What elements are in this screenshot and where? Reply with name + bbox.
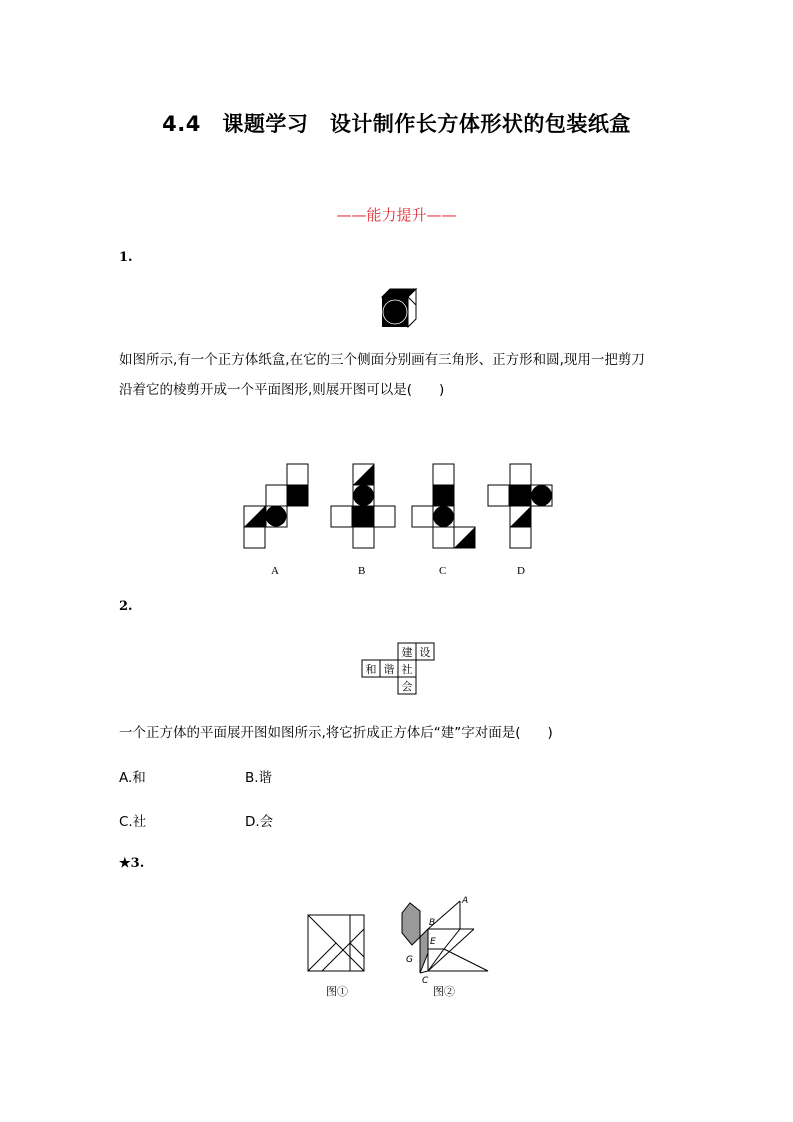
point-g-label: G (406, 955, 413, 965)
option-c-label: C (439, 565, 447, 577)
option-b-label: B (358, 565, 366, 577)
option-b: B.谐 (245, 770, 273, 786)
point-a-label: A (462, 896, 469, 906)
net-option-c (410, 462, 480, 552)
net-char-he: 和 (365, 663, 377, 676)
option-c: C.社 (119, 814, 147, 830)
cube-figure (378, 285, 420, 331)
cube-net-chars (360, 640, 436, 698)
option-a-label: A (271, 565, 279, 577)
page-title: 4.4 课题学习 设计制作长方体形状的包装纸盒 (162, 112, 631, 136)
option-d: D.会 (245, 814, 274, 830)
net-option-a (242, 462, 312, 552)
net-option-d (486, 462, 558, 552)
net-option-b (329, 462, 399, 552)
point-c-label: C (422, 976, 429, 985)
tangram-square-figure (306, 913, 366, 975)
point-e-label: E (430, 937, 436, 947)
question-1-number: 1. (119, 250, 133, 265)
net-char-she: 设 (419, 646, 431, 659)
point-b-label: B (429, 918, 436, 928)
net-char-hui: 会 (401, 680, 413, 693)
net-char-jian: 建 (401, 646, 413, 659)
question-1-text-line1: 如图所示,有一个正方体纸盒,在它的三个侧面分别画有三角形、正方形和圆,现用一把剪刀 (119, 352, 645, 368)
net-char-she2: 社 (401, 663, 413, 676)
net-char-xie: 谐 (383, 663, 395, 676)
tangram-shape-figure (398, 893, 494, 985)
question-2-number: 2. (119, 599, 133, 614)
question-2-text: 一个正方体的平面展开图如图所示,将它折成正方体后“建”字对面是( ) (119, 725, 553, 741)
option-a: A.和 (119, 770, 146, 786)
question-1-text-line2: 沿着它的棱剪开成一个平面图形,则展开图可以是( ) (119, 382, 445, 398)
figure-2-label: 图② (433, 986, 455, 998)
figure-1-label: 图① (326, 986, 348, 998)
question-3-number: ★3. (119, 856, 145, 871)
section-heading: ——能力提升—— (336, 206, 457, 224)
option-d-label: D (517, 565, 525, 577)
